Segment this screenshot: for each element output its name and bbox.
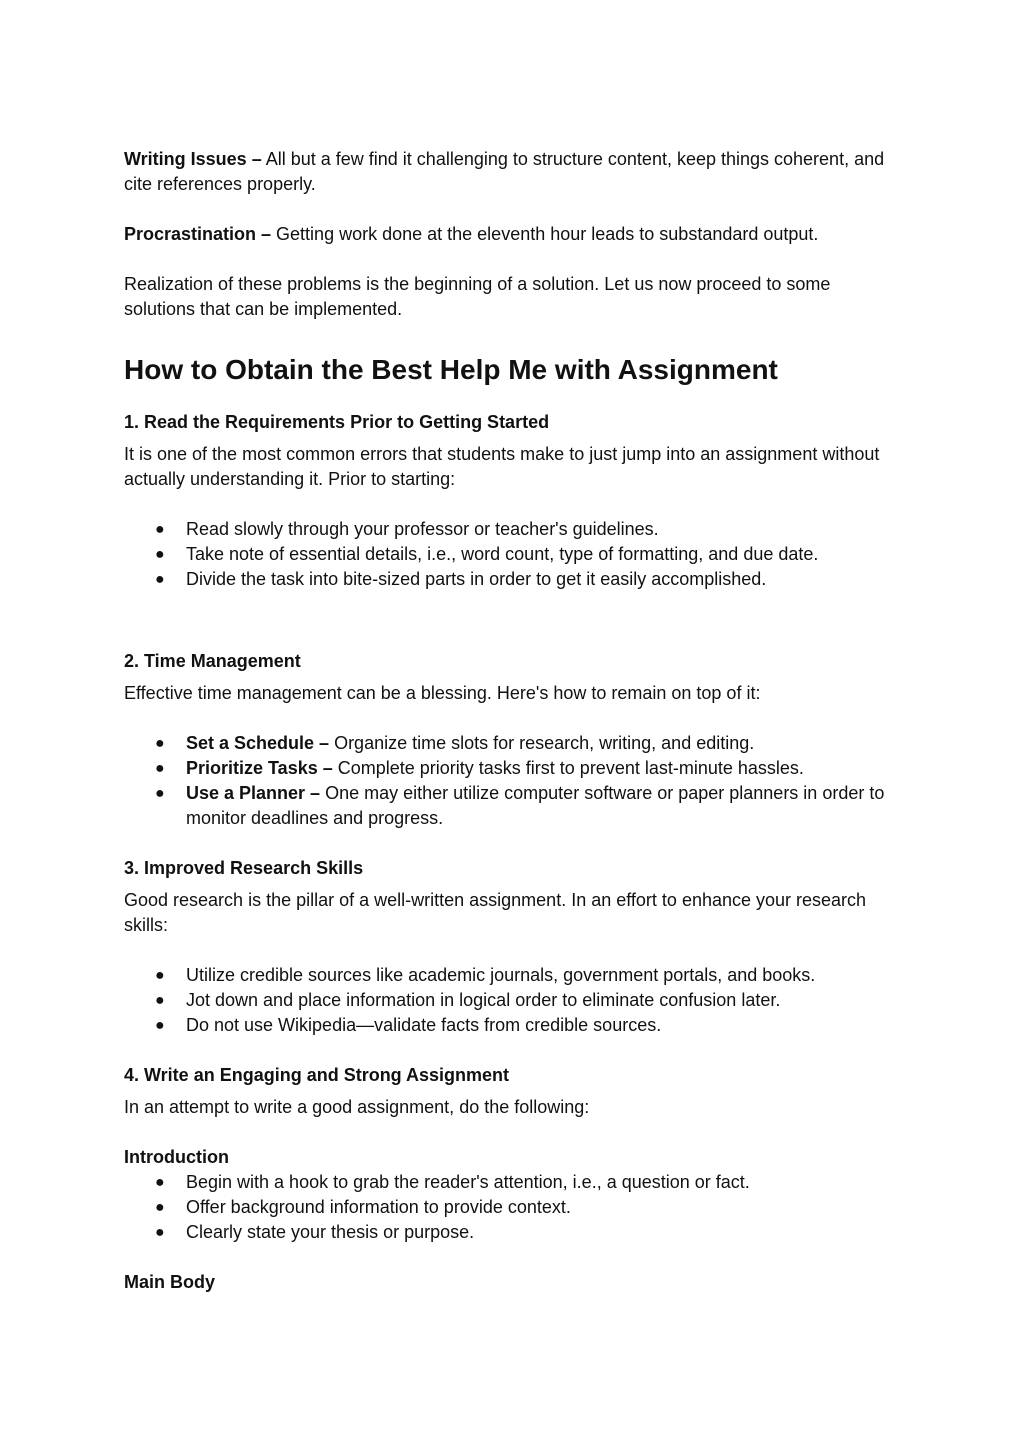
section-1-intro: It is one of the most common errors that students make to just jump into an assignment without actually understanding it. Prior to starting: (124, 444, 880, 489)
bullet-icon: ● (155, 1174, 165, 1191)
list-item-text: Take note of essential details, i.e., word count, type of formatting, and due date. (186, 544, 819, 564)
section-2-intro: Effective time management can be a blessing. Here's how to remain on top of it: (124, 683, 761, 703)
bullet-icon: ● (155, 1017, 165, 1034)
procrastination-text: Getting work done at the eleventh hour leads to substandard output. (271, 224, 819, 244)
list-item (124, 1220, 904, 1245)
list-item-text: Clearly state your thesis or purpose. (186, 1222, 475, 1242)
list-item-label: Prioritize Tasks – (186, 758, 333, 778)
list-item (124, 1013, 904, 1038)
list-item-text: Divide the task into bite-sized parts in order to get it easily accomplished. (186, 569, 767, 589)
section-2-list (124, 731, 904, 831)
procrastination-label: Procrastination – (124, 224, 272, 244)
bullet-icon: ● (155, 992, 165, 1009)
realization-paragraph: Realization of these problems is the beginning of a solution. Let us now proceed to some solutions that can be implemented. (124, 274, 831, 319)
list-item-text: Offer background information to provide context. (186, 1197, 571, 1217)
list-item-text: Utilize credible sources like academic journals, government portals, and books. (186, 965, 816, 985)
list-item-text: One may either utilize computer software or paper planners in order to monitor deadlines and progress. (186, 783, 885, 828)
list-item-text: Read slowly through your professor or teacher's guidelines. (186, 519, 659, 539)
list-item (124, 988, 904, 1013)
main-body-subheading: Main Body (124, 1272, 216, 1292)
list-item-text: Organize time slots for research, writing, and editing. (329, 733, 755, 753)
spacer (124, 617, 904, 649)
writing-issues-label: Writing Issues – (124, 149, 262, 169)
introduction-subheading: Introduction (124, 1147, 229, 1167)
section-1-list (124, 517, 904, 592)
procrastination-paragraph (124, 222, 904, 247)
bullet-icon: ● (155, 1199, 165, 1216)
list-item (124, 1195, 904, 1220)
section-4-title: 4. Write an Engaging and Strong Assignment (124, 1065, 510, 1085)
section-3-list (124, 963, 904, 1038)
list-item (124, 1170, 904, 1195)
list-item-text: Jot down and place information in logical order to eliminate confusion later. (186, 990, 781, 1010)
bullet-icon: ● (155, 521, 165, 538)
bullet-icon: ● (155, 760, 165, 777)
introduction-list (124, 1170, 904, 1245)
list-item (124, 731, 904, 756)
section-2-title: 2. Time Management (124, 651, 301, 671)
section-4-intro: In an attempt to write a good assignment, do the following: (124, 1097, 590, 1117)
list-item (124, 517, 904, 542)
list-item-text: Complete priority tasks first to prevent last-minute hassles. (332, 758, 804, 778)
main-heading: How to Obtain the Best Help Me with Assignment (124, 354, 778, 385)
bullet-icon: ● (155, 571, 165, 588)
list-item (124, 756, 904, 781)
section-3-title: 3. Improved Research Skills (124, 858, 364, 878)
list-item-label: Set a Schedule – (186, 733, 330, 753)
writing-issues-text: All but a few find it challenging to structure content, keep things coherent, and cite references properly. (124, 149, 885, 194)
list-item (124, 963, 904, 988)
list-item (124, 567, 904, 592)
bullet-icon: ● (155, 546, 165, 563)
bullet-icon: ● (155, 735, 165, 752)
writing-issues-paragraph (124, 147, 904, 197)
list-item-label: Use a Planner – (186, 783, 321, 803)
list-item-text: Do not use Wikipedia—validate facts from credible sources. (186, 1015, 662, 1035)
list-item (124, 781, 904, 831)
document-page (124, 147, 904, 1295)
section-1-title: 1. Read the Requirements Prior to Getting Started (124, 412, 550, 432)
bullet-icon: ● (155, 1224, 165, 1241)
list-item (124, 542, 904, 567)
bullet-icon: ● (155, 785, 165, 802)
section-3-intro: Good research is the pillar of a well-written assignment. In an effort to enhance your research skills: (124, 890, 867, 935)
bullet-icon: ● (155, 967, 165, 984)
list-item-text: Begin with a hook to grab the reader's attention, i.e., a question or fact. (186, 1172, 750, 1192)
